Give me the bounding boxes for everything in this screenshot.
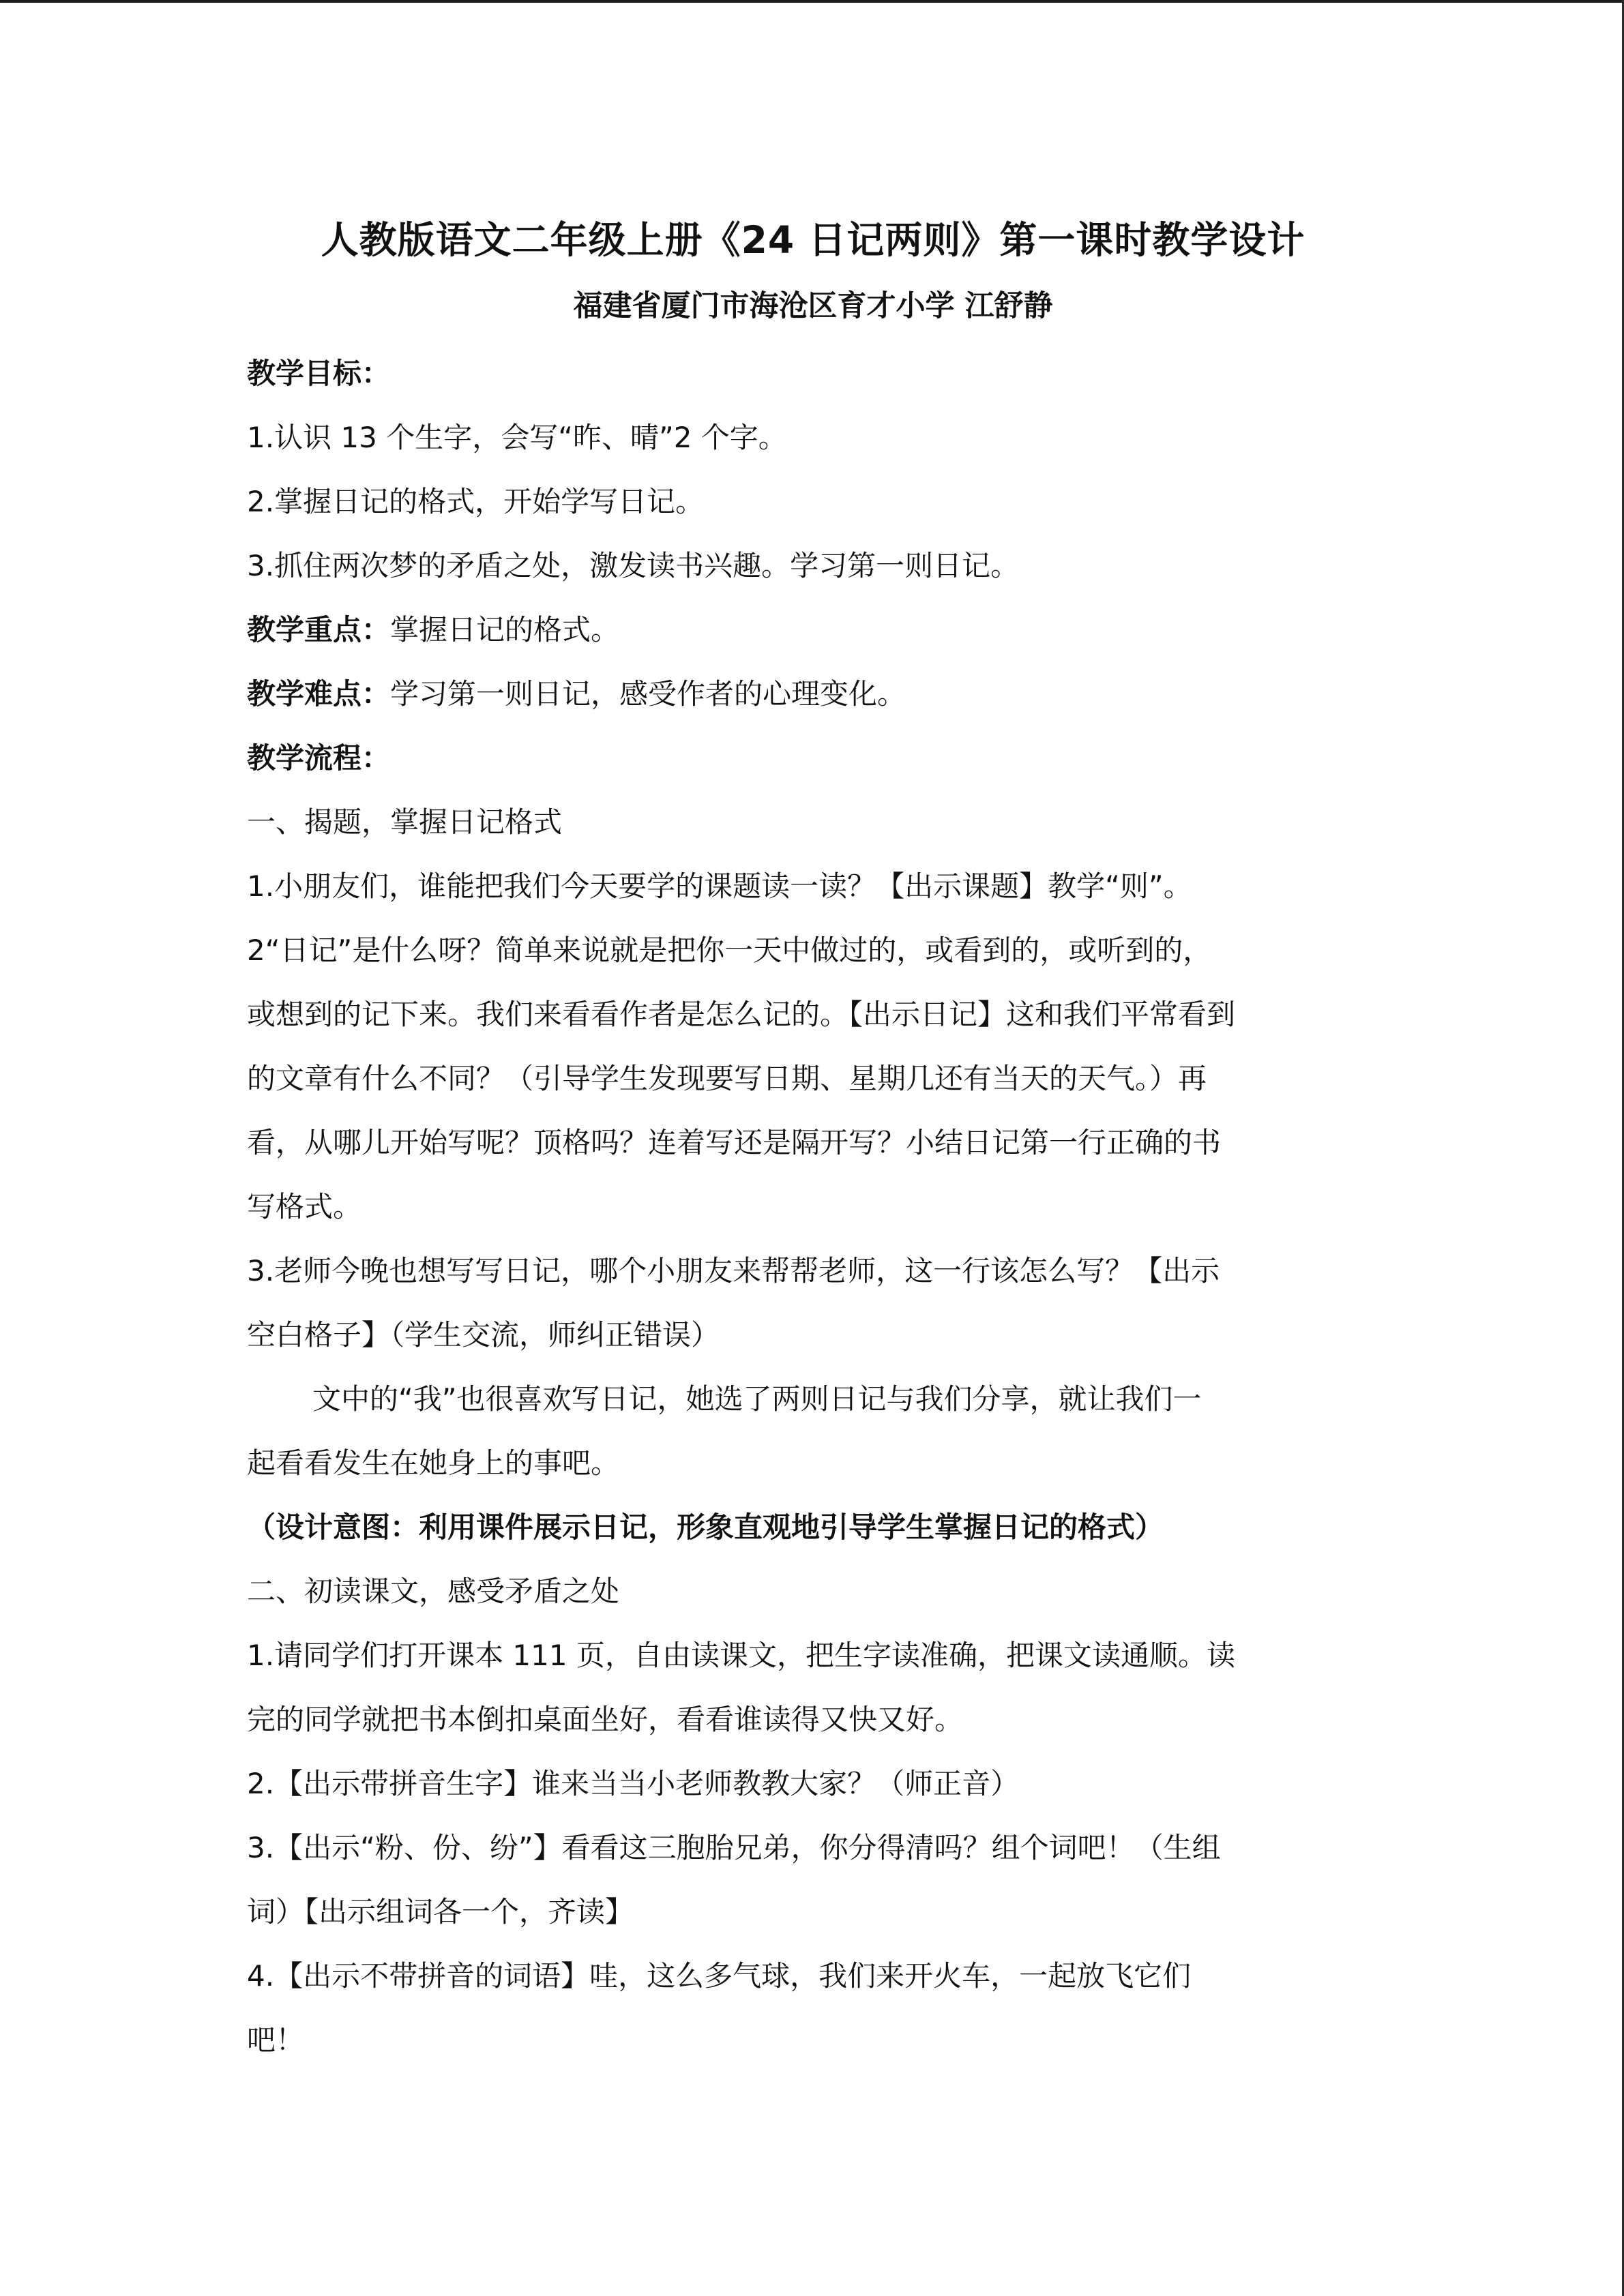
section-1-item-1: 1.小朋友们，谁能把我们今天要学的课题读一读？【出示课题】教学“则”。 bbox=[247, 869, 1192, 903]
section-2-item-3-line-1: 3.【出示“粉、份、纷”】看看这三胞胎兄弟，你分得清吗？组个词吧！（生组 bbox=[247, 1831, 1221, 1864]
difficulty bbox=[247, 662, 1379, 726]
section-1-transition-line-2: 起看看发生在她身上的事吧。 bbox=[247, 1446, 620, 1480]
section-2-item-1-line-2: 完的同学就把书本倒扣桌面坐好，看看谁读得又快又好。 bbox=[247, 1703, 964, 1736]
section-1-heading: 一、揭题，掌握日记格式 bbox=[247, 805, 563, 839]
section-1-design-intent: （设计意图：利用课件展示日记，形象直观地引导学生掌握日记的格式） bbox=[247, 1510, 1164, 1544]
section-1-item-3-line-1: 3.老师今晚也想写写日记，哪个小朋友来帮帮老师，这一行该怎么写？【出示 bbox=[247, 1254, 1220, 1287]
section-1-transition-line-1: 文中的“我”也很喜欢写日记，她选了两则日记与我们分享，就让我们一 bbox=[312, 1382, 1202, 1416]
key-point-text: 掌握日记的格式。 bbox=[390, 613, 620, 646]
section-2-item-4-line-1: 4.【出示不带拼音的词语】哇，这么多气球，我们来开火车，一起放飞它们 bbox=[247, 1959, 1192, 1993]
objective-item-3: 3.抓住两次梦的矛盾之处，激发读书兴趣。学习第一则日记。 bbox=[247, 549, 1020, 582]
section-2-item-2: 2.【出示带拼音生字】谁来当当小老师教教大家？（师正音） bbox=[247, 1767, 1020, 1800]
difficulty-text: 学习第一则日记，感受作者的心理变化。 bbox=[390, 677, 906, 711]
section-1-item-3-line-2: 空白格子】（学生交流，师纠正错误） bbox=[247, 1318, 720, 1352]
difficulty-label: 教学难点： bbox=[247, 677, 391, 711]
section-2-item-3-line-2: 词）【出示组词各一个，齐读】 bbox=[247, 1895, 634, 1928]
section-1-item-2-line-2: 或想到的记下来。我们来看看作者是怎么记的。【出示日记】这和我们平常看到 bbox=[247, 998, 1236, 1031]
document-page bbox=[247, 213, 1379, 2072]
section-1-item-2-line-5: 写格式。 bbox=[247, 1190, 362, 1223]
objective-item-2: 2.掌握日记的格式，开始学写日记。 bbox=[247, 485, 705, 518]
document-title: 人教版语文二年级上册《24 日记两则》第一课时教学设计 bbox=[321, 218, 1305, 262]
objective-item-1: 1.认识 13 个生字，会写“昨、晴”2 个字。 bbox=[247, 421, 787, 454]
key-point bbox=[247, 598, 1379, 662]
key-point-label: 教学重点： bbox=[247, 613, 391, 646]
page-top-border bbox=[0, 0, 1624, 3]
document-author: 福建省厦门市海沧区育才小学 江舒静 bbox=[573, 289, 1053, 323]
objectives-heading: 教学目标： bbox=[247, 357, 391, 390]
section-1-item-2-line-4: 看，从哪儿开始写呢？顶格吗？连着写还是隔开写？小结日记第一行正确的书 bbox=[247, 1126, 1222, 1159]
section-1-item-2-line-3: 的文章有什么不同？（引导学生发现要写日期、星期几还有当天的天气。）再 bbox=[247, 1062, 1207, 1095]
process-heading: 教学流程： bbox=[247, 741, 391, 775]
section-2-item-1-line-1: 1.请同学们打开课本 111 页，自由读课文，把生字读准确，把课文读通顺。读 bbox=[247, 1639, 1235, 1672]
section-2-item-4-line-2: 吧！ bbox=[247, 2023, 305, 2057]
section-1-item-2-line-1: 2“日记”是什么呀？简单来说就是把你一天中做过的，或看到的，或听到的， bbox=[247, 934, 1212, 967]
section-2-heading: 二、初读课文，感受矛盾之处 bbox=[247, 1575, 620, 1608]
